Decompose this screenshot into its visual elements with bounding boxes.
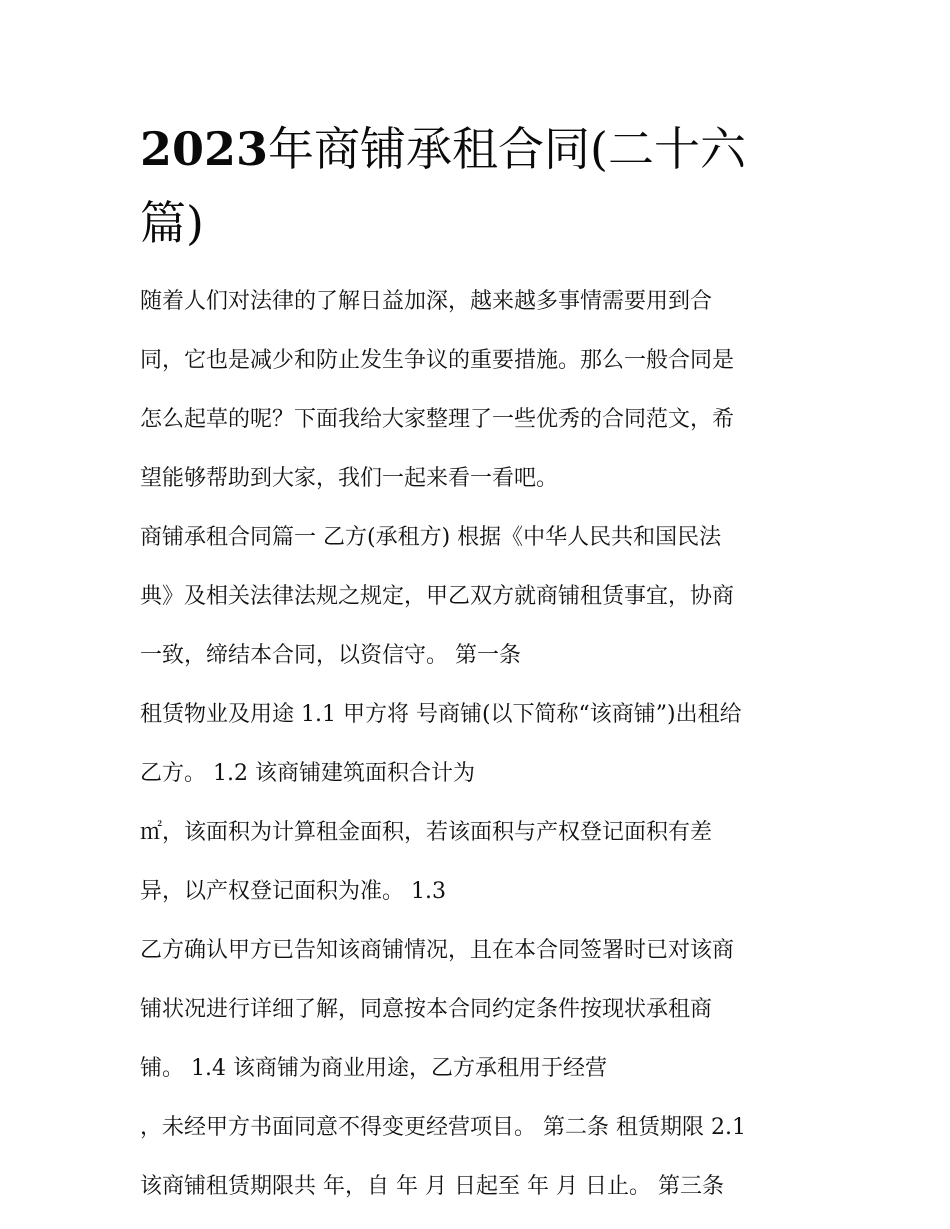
title-line-2: 篇) [140, 196, 204, 250]
body-line: 乙方确认甲方已告知该商铺情况，且在本合同签署时已对该商 [140, 938, 735, 963]
body-line: ㎡，该面积为计算租金面积，若该面积与产权登记面积有差 [140, 820, 713, 845]
document-body [140, 272, 820, 1216]
document-title [140, 112, 820, 260]
body-line: 随着人们对法律的了解日益加深，越来越多事情需要用到合 [140, 289, 713, 314]
body-line: 怎么起草的呢？下面我给大家整理了一些优秀的合同范文，希 [140, 407, 735, 432]
body-line: 典》及相关法律法规之规定，甲乙双方就商铺租赁事宜，协商 [140, 584, 735, 609]
body-line: 商铺承租合同篇一 乙方(承租方) 根据《中华人民共和国民法 [140, 525, 722, 550]
title-text: 年商铺承租合同(二十六 [268, 122, 746, 176]
body-line: 一致，缔结本合同，以资信守。 第一条 [140, 643, 521, 668]
body-line: 租赁物业及用途 1.1 甲方将 号商铺(以下简称“该商铺”)出租给 [140, 702, 742, 727]
body-line: 乙方。 1.2 该商铺建筑面积合计为 [140, 761, 475, 786]
title-line-1 [140, 112, 820, 186]
body-line: 同，它也是减少和防止发生争议的重要措施。那么一般合同是 [140, 348, 735, 373]
body-line: 异，以产权登记面积为准。 1.3 [140, 879, 446, 904]
body-line: 铺状况进行详细了解，同意按本合同约定条件按现状承租商 [140, 997, 713, 1022]
body-line: 该商铺租赁期限共 年，自 年 月 日起至 年 月 日止。 第三条 [140, 1174, 724, 1199]
title-year: 2023 [140, 122, 269, 176]
body-line: 望能够帮助到大家，我们一起来看一看吧。 [140, 466, 559, 491]
body-line: 铺。 1.4 该商铺为商业用途，乙方承租用于经营 [140, 1056, 607, 1081]
body-line: ，未经甲方书面同意不得变更经营项目。 第二条 租赁期限 2.1 [140, 1115, 746, 1140]
